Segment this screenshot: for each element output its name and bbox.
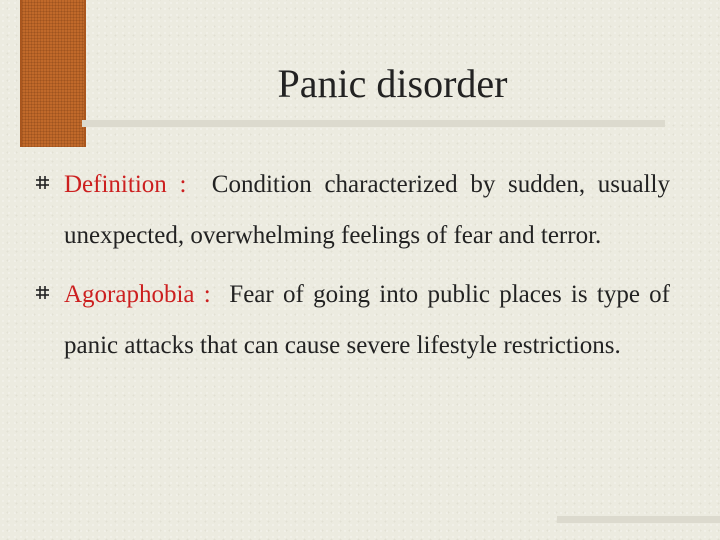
bullet-separator: : <box>166 171 200 198</box>
bullet-body: Condition characterized by sudden, usually unexpected, overwhelming feelings of fear and terror. <box>64 171 670 249</box>
bullet-text <box>64 269 670 371</box>
slide-title: Panic disorder <box>277 61 508 106</box>
bullet-term: Agoraphobia <box>64 281 195 308</box>
bullet-term: Definition <box>64 171 167 198</box>
bullet-text <box>64 159 670 261</box>
bullet-separator: : <box>194 281 221 308</box>
hash-bullet-icon <box>36 176 49 189</box>
bullet-definition <box>36 159 670 261</box>
hash-bullet-icon <box>36 286 49 299</box>
title-divider <box>82 120 665 127</box>
bullet-body: Fear of going into public places is type of panic attacks that can cause severe lifestyle restrictions. <box>64 281 671 359</box>
accent-block <box>20 0 86 147</box>
bullet-list <box>36 159 670 379</box>
corner-divider <box>557 516 720 523</box>
bullet-agoraphobia <box>36 269 670 371</box>
